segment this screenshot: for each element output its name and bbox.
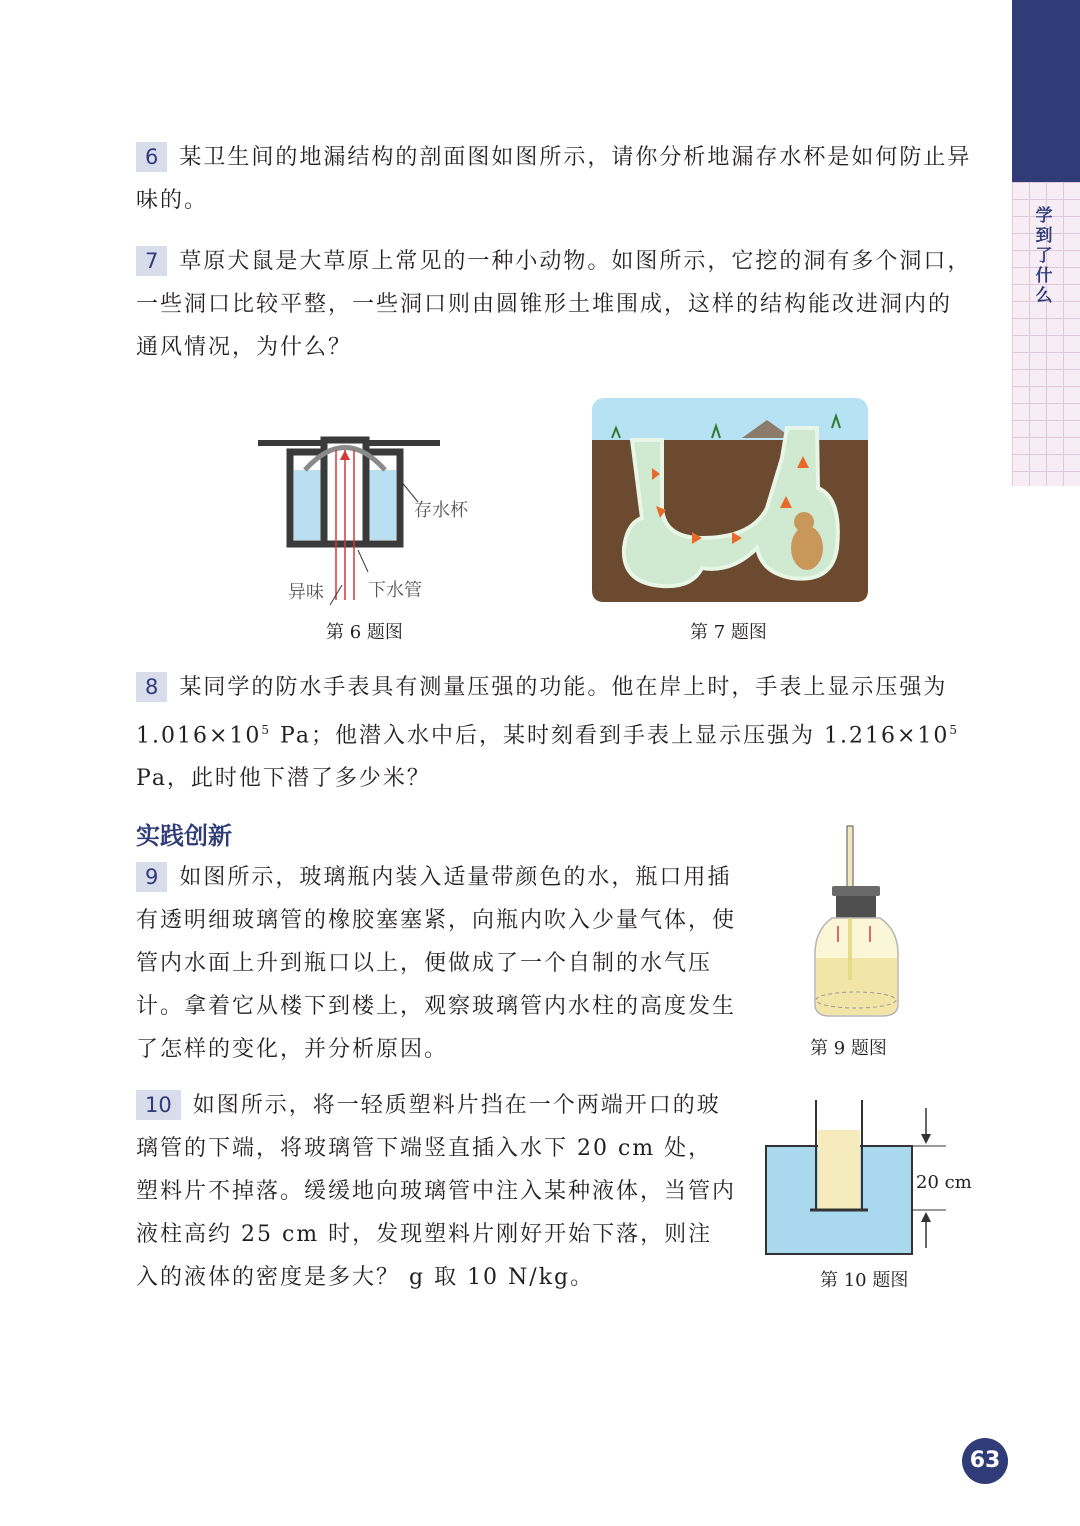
exponent: 5: [949, 723, 960, 737]
question-number: 8: [136, 672, 167, 702]
question-6: [136, 136, 972, 222]
pipe-label: 下水管: [368, 580, 422, 601]
prairie-dog-burrow-illustration: [592, 398, 868, 602]
question-number: 9: [136, 862, 167, 892]
question-number: 6: [136, 142, 167, 172]
cup-label: 存水杯: [414, 500, 468, 521]
question-text-part: Pa；他潜入水中后，某时刻看到手表上显示压强为 1.216×10: [271, 723, 950, 749]
question-7: [136, 240, 972, 369]
side-tab-label: 学到了什么: [1035, 206, 1053, 306]
question-text: 如图所示，玻璃瓶内装入适量带颜色的水，瓶口用插有透明细玻璃管的橡胶塞塞紧，向瓶内吹入少量气体，使管内水面上升到瓶口以上，便做成了一个自制的水气压计。拿着它从楼下到楼上，观察玻璃管内水柱的高度发生了怎样的变化，并分析原因。: [136, 865, 737, 1062]
figure-10-caption: 第 10 题图: [820, 1270, 909, 1291]
question-9: [136, 856, 736, 1071]
exponent: 5: [261, 723, 272, 737]
smell-label: 异味: [288, 582, 324, 603]
question-number: 10: [136, 1090, 181, 1120]
question-8: [136, 666, 972, 800]
figure-6-caption: 第 6 题图: [326, 622, 403, 643]
depth-label: 20 cm: [916, 1172, 972, 1193]
figure-9-caption: 第 9 题图: [810, 1038, 887, 1059]
question-text-part: Pa，此时他下潜了多少米？: [136, 766, 431, 792]
barometer-bottle-illustration: [800, 824, 910, 1024]
question-text: 如图所示，将一轻质塑料片挡在一个两端开口的玻璃管的下端，将玻璃管下端竖直插入水下 20 cm 处，塑料片不掉落。缓缓地向玻璃管中注入某种液体，当管内液柱高约 25 cm 时，发现塑料片刚好开始下落，则注入的液体的密度是多大？ g 取 10 N/kg。: [136, 1093, 737, 1290]
side-tab: [1012, 0, 1080, 182]
question-text: 草原犬鼠是大草原上常见的一种小动物。如图所示，它挖的洞有多个洞口，一些洞口比较平整，一些洞口则由圆锥形土堆围成，这样的结构能改进洞内的通风情况，为什么？: [136, 249, 972, 360]
section-title: 实践创新: [136, 822, 232, 850]
question-10: [136, 1084, 736, 1299]
question-text-part: 某同学的防水手表具有测量压强的功能。他在岸上时，手表上显示压强为 1.016×10: [136, 675, 948, 749]
question-text: 某卫生间的地漏结构的剖面图如图所示，请你分析地漏存水杯是如何防止异味的。: [136, 145, 972, 213]
page-number: 63: [962, 1438, 1008, 1484]
figure-7-caption: 第 7 题图: [690, 622, 767, 643]
question-number: 7: [136, 246, 167, 276]
